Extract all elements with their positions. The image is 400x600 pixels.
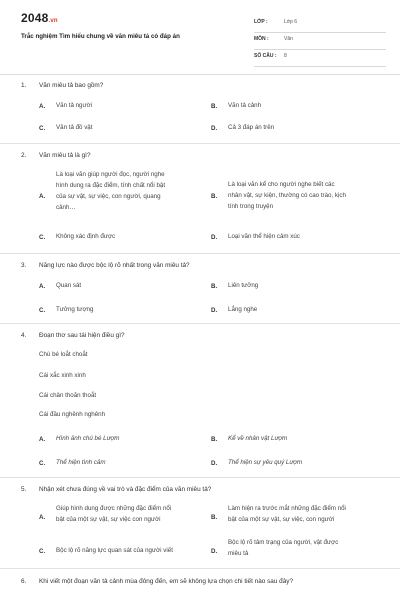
option-letter: A. xyxy=(39,514,46,521)
option-line: miêu tả xyxy=(228,550,249,557)
option-line: bật của một sự vật, sự việc con người xyxy=(56,516,161,523)
option-letter: B. xyxy=(211,103,218,110)
option-letter: D. xyxy=(211,548,218,555)
option-text[interactable]: Kể về nhân vật Lượm xyxy=(228,435,288,442)
option-letter: D. xyxy=(211,460,218,467)
logo-suffix: .vn xyxy=(48,18,58,24)
question-number: 2. xyxy=(21,152,27,159)
verse-line: Cái chân thoăn thoắt xyxy=(39,392,97,399)
meta-row-class xyxy=(254,16,386,33)
option-text[interactable]: Văn tả đồ vật xyxy=(56,124,93,131)
page-header xyxy=(0,0,400,60)
option-line: Bộc lộ rõ tâm trạng của người, vật được xyxy=(228,539,339,546)
option-text[interactable]: Lắng nghe xyxy=(228,306,258,313)
question-number: 1. xyxy=(21,82,27,89)
verse-line: Cái đầu nghênh nghênh xyxy=(39,411,106,418)
option-text[interactable]: Tưởng tượng xyxy=(56,306,94,313)
meta-key: MÔN : xyxy=(254,36,269,42)
meta-value: 8 xyxy=(284,53,287,59)
option-text[interactable]: Thể hiện tình cảm xyxy=(56,459,106,466)
question-number: 5. xyxy=(21,486,27,493)
option-text[interactable] xyxy=(228,537,338,559)
question-text: Khi viết một đoạn văn tả cảnh mùa đông đến, em sẽ không lựa chọn chi tiết nào sau đây? xyxy=(39,578,294,585)
meta-value: Lớp 6 xyxy=(284,19,298,25)
question-text: Văn miêu tả là gì? xyxy=(39,152,91,159)
option-line: Làm hiện ra trước mắt những đặc điểm nổi xyxy=(228,505,346,512)
option-letter: A. xyxy=(39,283,46,290)
question-text: Đoạn thơ sau tái hiện điều gì? xyxy=(39,332,125,339)
option-text[interactable]: Thể hiện sự yêu quý Lượm xyxy=(228,459,303,466)
question-number: 3. xyxy=(21,262,27,269)
option-letter: B. xyxy=(211,193,218,200)
meta-key: SỐ CÂU : xyxy=(254,53,277,59)
question-text: Năng lực nào được bộc lộ rõ nhất trong văn miêu tả? xyxy=(39,262,190,269)
option-text[interactable]: Không xác định được xyxy=(56,233,116,240)
option-text[interactable]: Văn tả cảnh xyxy=(228,102,262,109)
option-line: Là loại văn kể cho người nghe biết các xyxy=(228,181,335,188)
option-text[interactable] xyxy=(228,503,346,525)
option-letter: C. xyxy=(39,548,46,555)
option-letter: C. xyxy=(39,307,46,314)
question-text: Văn miêu tả bao gồm? xyxy=(39,82,104,89)
option-line: hình dung ra đặc điểm, tính chất nổi bật xyxy=(56,182,166,189)
option-letter: B. xyxy=(211,436,218,443)
option-text[interactable]: Cả 3 đáp án trên xyxy=(228,124,275,131)
option-letter: B. xyxy=(211,514,218,521)
question-text: Nhận xét chưa đúng về vai trò và đặc điểm của văn miêu tả? xyxy=(39,486,212,493)
question-divider xyxy=(0,323,400,324)
option-letter: C. xyxy=(39,125,46,132)
option-line: tính trong truyện xyxy=(228,203,274,210)
option-text[interactable]: Quan sát xyxy=(56,282,82,289)
option-letter: C. xyxy=(39,460,46,467)
option-text[interactable]: Loại văn thể hiện cảm xúc xyxy=(228,233,300,240)
option-line: nhân vật, sự kiện, thường có cao trào, kịch xyxy=(228,192,346,199)
option-text[interactable]: Hình ảnh chú bé Lượm xyxy=(56,435,120,442)
verse-line: Chú bé loắt choắt xyxy=(39,351,88,358)
question-divider xyxy=(0,143,400,144)
option-letter: D. xyxy=(211,234,218,241)
option-letter: A. xyxy=(39,193,46,200)
option-text[interactable]: Văn tả người xyxy=(56,102,93,109)
option-letter: A. xyxy=(39,436,46,443)
logo-main: 2048 xyxy=(21,11,49,25)
option-letter: B. xyxy=(211,283,218,290)
question-divider xyxy=(0,568,400,569)
option-letter: C. xyxy=(39,234,46,241)
question-number: 6. xyxy=(21,578,27,585)
option-text[interactable] xyxy=(228,179,346,212)
option-letter: D. xyxy=(211,125,218,132)
meta-row-subject xyxy=(254,33,386,50)
option-line: bật của một sự vật, sự việc, con người xyxy=(228,516,335,523)
option-text[interactable] xyxy=(56,503,171,525)
meta-row-count xyxy=(254,50,386,67)
verse-line: Cái xắc xinh xinh xyxy=(39,372,86,379)
meta-key: LỚP : xyxy=(254,19,268,25)
document-title: Trắc nghiệm Tìm hiểu chung về văn miêu tả có đáp án xyxy=(21,33,180,40)
option-text[interactable]: Bộc lộ rõ năng lực quan sát của người viết xyxy=(56,547,173,554)
question-divider xyxy=(0,477,400,478)
meta-table xyxy=(254,16,386,67)
option-line: của sự vật, sự việc, con người, quang xyxy=(56,193,161,200)
option-text[interactable] xyxy=(56,169,165,213)
option-text[interactable]: Liên tưởng xyxy=(228,282,259,289)
option-line: Là loại văn giúp người đọc, người nghe xyxy=(56,171,165,178)
question-number: 4. xyxy=(21,332,27,339)
option-line: cảnh… xyxy=(56,204,76,211)
meta-value: Văn xyxy=(284,36,293,42)
option-letter: A. xyxy=(39,103,46,110)
option-line: Giúp hình dung được những đặc điểm nổi xyxy=(56,505,172,512)
option-letter: D. xyxy=(211,307,218,314)
header-divider xyxy=(0,74,400,75)
site-logo[interactable] xyxy=(21,11,58,25)
question-divider xyxy=(0,253,400,254)
